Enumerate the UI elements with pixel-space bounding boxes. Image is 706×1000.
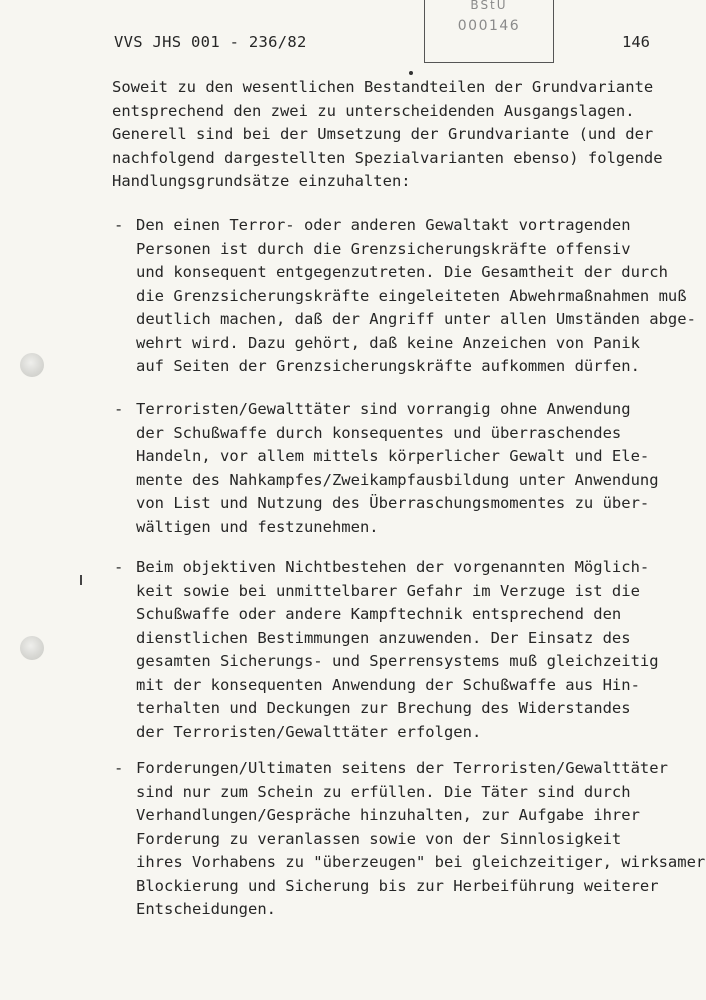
item-line: auf Seiten der Grenzsicherungskräfte aufkommen dürfen. [136,357,640,375]
page-number: 146 [622,33,650,51]
punch-hole-top [20,353,44,377]
item-line: sind nur zum Schein zu erfüllen. Die Täter sind durch [136,782,631,801]
item-line: terhalten und Deckungen zur Brechung des Widerstandes [136,699,631,717]
item-line: Personen ist durch die Grenzsicherungskräfte offensiv [136,239,631,258]
intro-line: Generell sind bei der Umsetzung der Grundvariante (und der [112,125,654,143]
archive-stamp [424,0,554,63]
item-line: Schußwaffe oder andere Kampftechnik entsprechend den [136,605,622,623]
item-line: Handeln, vor allem mittels körperlicher Gewalt und Ele- [136,447,650,465]
item-line: Terroristen/Gewalttäter sind vorrangig ohne Anwendung [136,400,631,418]
item-line: gesamten Sicherungs- und Sperrensystems muß gleichzeitig [136,652,659,670]
intro-line: entsprechend den zwei zu unterscheidenden Ausgangslagen. [112,101,635,120]
item-line: keit sowie bei unmittelbarer Gefahr im Verzuge ist die [136,581,640,600]
list-item-4 [112,757,706,922]
item-line: Forderungen/Ultimaten seitens der Terroristen/Gewalttäter [136,759,668,777]
intro-paragraph [112,76,682,194]
margin-mark [80,575,82,585]
item-line: mit der konsequenten Anwendung der Schußwaffe aus Hin- [136,675,640,694]
list-item-1 [112,214,696,379]
item-line: wältigen und festzunehmen. [136,517,379,536]
bullet-dash: - [114,759,124,777]
item-line: wehrt wird. Dazu gehört, daß keine Anzeichen von Panik [136,333,640,352]
item-line: der Schußwaffe durch konsequentes und überraschendes [136,423,622,442]
item-line: und konsequent entgegenzutreten. Die Gesamtheit der durch [136,263,668,281]
intro-line: Handlungsgrundsätze einzuhalten: [112,172,411,190]
ink-dot [409,71,413,75]
document-reference: VVS JHS 001 - 236/82 [114,33,307,51]
item-line: mente des Nahkampfes/Zweikampfausbildung unter Anwendung [136,470,659,489]
item-line: Verhandlungen/Gespräche hinzuhalten, zur Aufgabe ihrer [136,806,640,824]
stamp-number: 000146 [457,18,521,34]
stamp-abbreviation: BStU [470,0,508,12]
bullet-dash: - [114,400,124,418]
item-line: deutlich machen, daß der Angriff unter allen Umständen abge- [136,310,696,328]
item-line: die Grenzsicherungskräfte eingeleiteten Abwehrmaßnahmen muß [136,286,687,305]
intro-line: Soweit zu den wesentlichen Bestandteilen der Grundvariante [112,78,654,96]
item-line: Beim objektiven Nichtbestehen der vorgenannten Möglich- [136,558,650,576]
punch-hole-bottom [20,636,44,660]
bullet-dash: - [114,558,124,576]
intro-line: nachfolgend dargestellten Spezialvarianten ebenso) folgende [112,148,663,167]
bullet-dash: - [114,216,124,234]
item-line: der Terroristen/Gewalttäter erfolgen. [136,722,482,741]
item-line: Den einen Terror- oder anderen Gewaltakt vortragenden [136,216,631,234]
item-line: von List und Nutzung des Überraschungsmomentes zu über- [136,494,650,512]
item-line: Forderung zu veranlassen sowie von der Sinnlosigkeit [136,829,622,848]
item-line: dienstlichen Bestimmungen anzuwenden. Der Einsatz des [136,628,631,647]
item-line: Entscheidungen. [136,900,276,918]
item-line: Blockierung und Sicherung bis zur Herbeiführung weiterer [136,876,659,895]
list-item-2 [112,398,682,539]
list-item-3 [112,556,682,744]
item-line: ihres Vorhabens zu "überzeugen" bei gleichzeitiger, wirksamer [136,853,706,871]
